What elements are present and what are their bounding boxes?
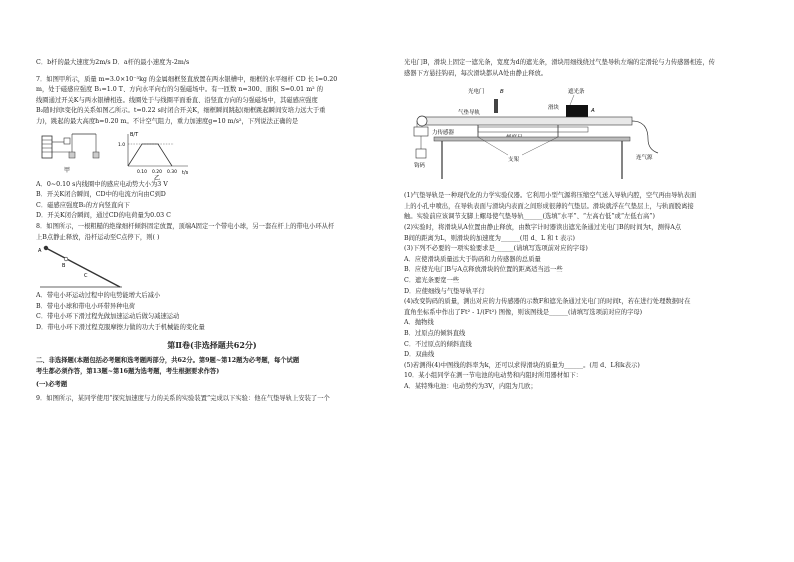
- question-9-part-4: 直角坐标系中作出了Ft² - 1/(Ft²) 图像，则该图线是______(请填写选项前对应的字母): [404, 308, 643, 316]
- question-9-part-4-option: A．抛物线: [404, 319, 434, 327]
- force-sensor: [414, 127, 428, 136]
- question-9-part-4-option: B．过原点的倾斜直线: [404, 329, 466, 337]
- table-top: [434, 137, 630, 141]
- shade-strip-label: 遮光条: [568, 89, 585, 96]
- b-t-curve: [128, 144, 172, 166]
- mercury-trough: [69, 152, 75, 158]
- coil-turns: [42, 140, 52, 152]
- section-2-intro: 考生都必须作答，第13题~第16题为选考题，考生根据要求作答): [36, 367, 220, 375]
- question-10-line: 10．某小组同学在测一节电池的电动势和内阻时所用器材如下：: [404, 372, 583, 380]
- point-c-label: C: [84, 273, 88, 280]
- question-8-line: 8．如图所示，一根粗糙的绝缘细杆倾斜固定放置，顶端A固定一个带电小球，另一套在杆上的带电小环从杆: [36, 222, 335, 230]
- t-tick: 0.20: [152, 169, 163, 175]
- question-7-line: 力)，跳起的最大高度h=0.20 m。不计空气阻力，重力加速度g=10 m/s²，下列说法正确的是: [36, 117, 299, 125]
- slider-label: 滑块: [548, 105, 560, 112]
- question-9-part-5: (5)若测得(4)中图线的斜率为k，还可以求得滑块的质量为______。(用 d、L和k表示): [404, 361, 640, 369]
- question-8-line: 上B点静止释放，沿杆运动至C点停下，则( ): [36, 233, 160, 241]
- question-9-part-3-option: B．应使光电门B与A点释放滑块的位置的距离适当远一些: [404, 266, 563, 274]
- figure-8: [36, 243, 388, 291]
- figure-9: [404, 79, 760, 191]
- ruler: [478, 127, 588, 132]
- question-9-line: 光电门B，滑块上固定一遮光条，宽度为d的遮光条，滑块用细线绕过气垫导轨左端的定滑轮与力传感器相连，传: [404, 59, 715, 66]
- figure-9-svg: [408, 79, 668, 191]
- question-9-line: 9．如图所示，某同学使用“探究加速度与力的关系的实验装置”完成以下实验：他在气垫导轨上安装了一个: [36, 394, 330, 402]
- mercury-trough: [93, 152, 99, 158]
- t-axis-label: t/s: [182, 169, 189, 176]
- required-questions-heading: (一)必考题: [36, 381, 68, 389]
- coil-box: [42, 136, 52, 158]
- question-9-part-1: 触。实验前应该调节支脚上螺母使气垫导轨______(选填“水平”、“左高右低”或“左低右高”): [404, 213, 655, 221]
- question-7-line: m，处于磁感应强度 B₁=1.0 T、方向水平向右的匀强磁场中。有一匝数 n=300、面积 S=0.01 m² 的: [36, 86, 323, 94]
- question-10-item-a: A．某特殊电池：电动势约为3V，内阻为几欧；: [404, 382, 537, 390]
- b-axis-label: B/T: [130, 131, 139, 138]
- t-tick: 0.10: [137, 169, 148, 175]
- point-b-label: B: [62, 263, 66, 270]
- photogate-label: 光电门: [468, 89, 485, 96]
- figure-8-svg: [36, 243, 156, 291]
- figure-7: [36, 128, 388, 180]
- figure-label-jia: 甲: [64, 166, 71, 174]
- question-9-part-4-option: C．不过原点的倾斜直线: [404, 340, 472, 348]
- question-9-part-2: (2)实验时，将滑块从A位置由静止释放，由数字计时器读出遮光条通过光电门B的时间为t，测得A点: [404, 223, 682, 231]
- question-7-line: 线圈通过开关K与两水银槽相连。线圈处于与线圈平面垂直、沿竖直方向的匀强磁场中，其磁感应强度: [36, 96, 318, 104]
- question-9-part-2: B间的距离为L，则滑块的加速度为______(用 d、L 和 t 表示): [404, 234, 576, 242]
- question-7-line: B₂随时间t变化的关系如图乙所示。t=0.22 s时闭合开关K，细框瞬间跳起(细框跳起瞬间安培力远大于重: [36, 107, 326, 115]
- question-9-part-1: 上的小孔中喷出，在导轨表面与滑块内表面之间形成很薄的气垫层。滑块就浮在气垫层上，与轨面脱离接: [404, 202, 694, 210]
- question-7-option: A．0~0.10 s内线圈中的感应电动势大小为3 V: [36, 180, 168, 188]
- charged-ball-a: [44, 246, 48, 250]
- question-9-line: 感器下方悬挂钩码，每次滑块都从A处由静止释放。: [404, 69, 548, 77]
- air-track-label: 气垫导轨: [458, 110, 481, 117]
- charged-ring-b: [64, 257, 68, 261]
- question-8-option: C．带电小环下滑过程先做加速运动后做匀减速运动: [36, 313, 180, 321]
- question-7-line: 7．如图甲所示，质量 m=3.0×10⁻³kg 的金属细框竖直放置在两水银槽中，细框的水平细杆 CD 长 l=0.20: [36, 75, 338, 83]
- question-8-option: D．带电小环下滑过程克服摩擦力做的功大于机械能的变化量: [36, 323, 205, 331]
- option-line-c: C．b杆的最大速度为2m/s D．a杆的最小速度为-2m/s: [36, 59, 190, 66]
- question-8-option: A．带电小环运动过程中的电势能增大后减小: [36, 292, 161, 300]
- question-7-option: D．开关K闭合瞬间，通过CD的电荷量为0.03 C: [36, 212, 171, 220]
- air-track: [422, 117, 632, 125]
- left-column: [36, 58, 388, 404]
- air-source-label: 连气源: [636, 155, 653, 162]
- question-7-option: B．开关K闭合瞬间，CD中的电流方向由C到D: [36, 191, 166, 199]
- question-9-part-1: (1)气垫导轨是一种现代化的力学实验仪器。它利用小型气源将压缩空气送入导轨内腔，空气再由导轨表面: [404, 192, 697, 200]
- question-9-part-3: (3)下列不必要的一项实验要求是______(请填写选项前对应的字母): [404, 245, 588, 253]
- figure-7-svg: [36, 128, 236, 180]
- question-8-option: B．带电小球和带电小环带异种电荷: [36, 302, 136, 310]
- support-label: 支架: [508, 157, 520, 164]
- section-2-title: 第Ⅱ卷(非选择题共62分): [167, 339, 257, 350]
- air-hose: [632, 121, 658, 153]
- right-column: [404, 58, 760, 392]
- question-9-part-4: (4)改变钩码的质量，测出对应的力传感器的示数F和遮光条通过光电门的时间t，若在进行处理数据时在: [404, 298, 691, 306]
- switch-k: [64, 138, 70, 144]
- t-tick: 0.30: [167, 169, 178, 175]
- photogate-b-label: B: [500, 89, 504, 96]
- hook-weight: [416, 149, 426, 158]
- hook-weight-label: 钩码: [414, 163, 426, 170]
- question-7-option: C．磁感应强度B₂的方向竖直向下: [36, 201, 130, 209]
- b-tick: 1.0: [118, 142, 126, 148]
- point-a-label: A: [591, 108, 595, 115]
- slider-block: [566, 105, 588, 117]
- pulley: [417, 116, 427, 126]
- figure-label-yi: 乙: [154, 174, 161, 180]
- inclined-rod: [44, 247, 120, 287]
- photogate-b: [494, 99, 498, 113]
- question-9-part-4-option: D．双曲线: [404, 351, 435, 359]
- question-9-part-3-option: A．应使滑块质量远大于钩码和力传感器的总质量: [404, 255, 541, 263]
- force-sensor-label: 力传感器: [432, 130, 455, 137]
- question-9-part-3-option: D．应使细线与气垫导轨平行: [404, 287, 485, 295]
- point-a-label: A: [38, 248, 42, 255]
- section-2-intro: 二、非选择题(本题包括必考题和选考题两部分，共62分。第9题~第12题为必考题，每个试题: [36, 357, 300, 365]
- question-9-part-3-option: C．遮光条要宽一些: [404, 276, 460, 284]
